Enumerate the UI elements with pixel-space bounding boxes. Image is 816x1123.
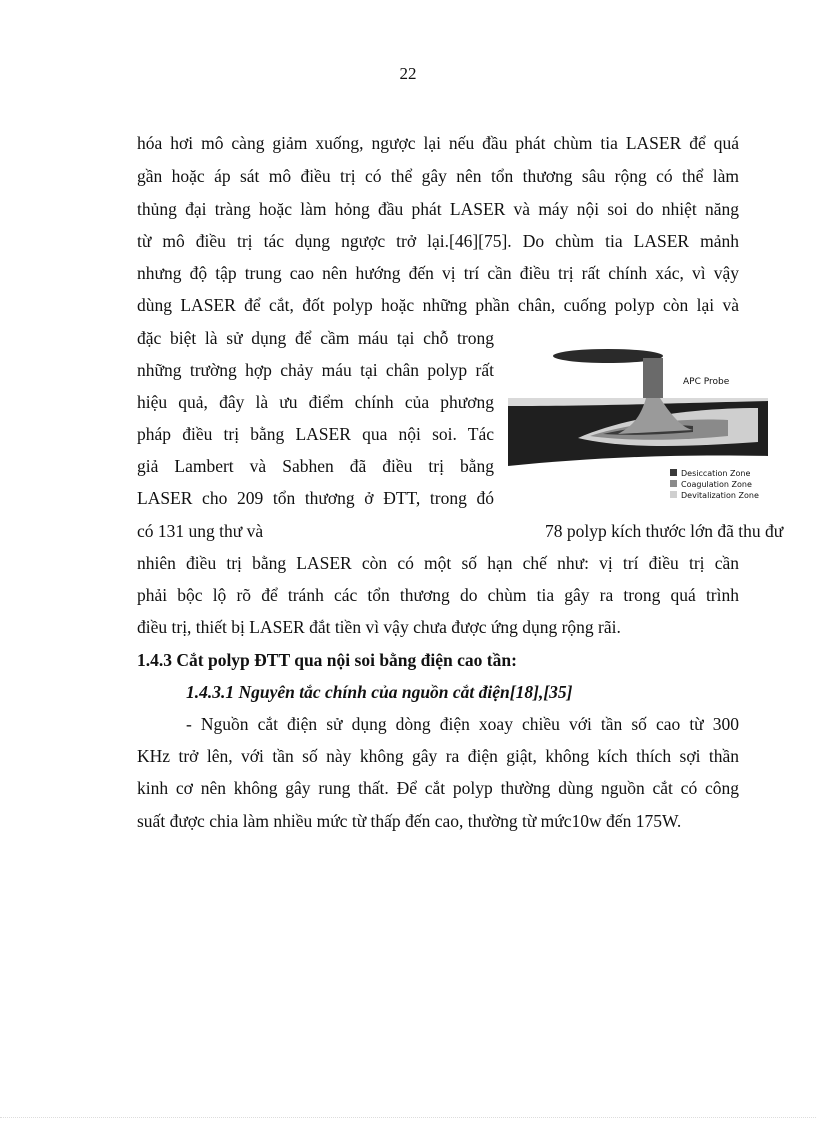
text-line: điều trị, thiết bị LASER đắt tiền vì vậy chưa được ứng dụng rộng rãi. — [137, 617, 621, 637]
legend-swatch-desiccation — [670, 469, 677, 476]
text-line: suất được chia làm nhiều mức từ thấp đến cao, thường từ mức10w đến 175W. — [137, 811, 682, 831]
legend-label-coagulation: Coagulation Zone — [681, 480, 752, 489]
text-line: KHz trở lên, với tần số này không gây ra điện giật, không kích thích sợi thần — [137, 746, 739, 766]
legend-label-devitalization: Devitalization Zone — [681, 491, 759, 500]
text-line-left: có 131 ung thư và — [137, 521, 264, 541]
page-edge-divider — [0, 1117, 816, 1118]
subsection-heading: 1.4.3.1 Nguyên tắc chính của nguồn cắt điện[18],[35] — [186, 682, 573, 702]
text-line: pháp điều trị bằng LASER qua nội soi. Tác — [137, 424, 494, 444]
legend-swatch-coagulation — [670, 480, 677, 487]
text-line: phải bộc lộ rõ để tránh các tổn thương do chùm tia gây ra trong quá trình — [137, 585, 739, 605]
section-heading: 1.4.3 Cắt polyp ĐTT qua nội soi bằng điện cao tần: — [137, 650, 517, 670]
text-line: thủng đại tràng hoặc làm hỏng đầu phát LASER và máy nội soi do nhiệt năng — [137, 199, 739, 219]
text-line: gần hoặc áp sát mô điều trị có thể gây nên tổn thương sâu rộng có thể làm — [137, 166, 739, 186]
text-line-right: 78 polyp kích thước lớn đã thu đư — [545, 521, 784, 541]
legend-swatch-devitalization — [670, 491, 677, 498]
text-line: LASER cho 209 tổn thương ở ĐTT, trong đó — [137, 488, 494, 508]
text-line: đặc biệt là sử dụng để cầm máu tại chỗ trong — [137, 328, 494, 348]
page-number: 22 — [399, 64, 417, 83]
apc-probe-figure — [508, 346, 768, 504]
text-line: hiệu quả, đây là ưu điểm chính của phương — [137, 392, 494, 412]
text-line: nhiên điều trị bằng LASER còn có một số hạn chế như: vị trí điều trị cần — [137, 553, 739, 573]
text-line: kinh cơ nên không gây rung thất. Để cắt polyp thường dùng nguồn cắt có công — [137, 778, 739, 798]
legend-label-desiccation: Desiccation Zone — [681, 469, 751, 478]
text-line: dùng LASER để cắt, đốt polyp hoặc những phần chân, cuống polyp còn lại và — [137, 295, 739, 315]
text-line: nhưng độ tập trung cao nên hướng đến vị trí cần điều trị rất chính xác, vì vậy — [137, 263, 739, 283]
text-line: - Nguồn cắt điện sử dụng dòng điện xoay chiều với tần số cao từ 300 — [186, 714, 739, 734]
text-line: giả Lambert và Sabhen đã điều trị bằng — [137, 456, 494, 476]
probe-shaft — [643, 358, 663, 398]
text-line: hóa hơi mô càng giảm xuống, ngược lại nếu đầu phát chùm tia LASER để quá — [137, 133, 739, 153]
text-line: từ mô điều trị tác dụng ngược trở lại.[46][75]. Do chùm tia LASER mảnh — [137, 231, 739, 251]
text-line: những trường hợp chảy máu tại chân polyp rất — [137, 360, 494, 380]
probe-label: APC Probe — [683, 377, 730, 387]
